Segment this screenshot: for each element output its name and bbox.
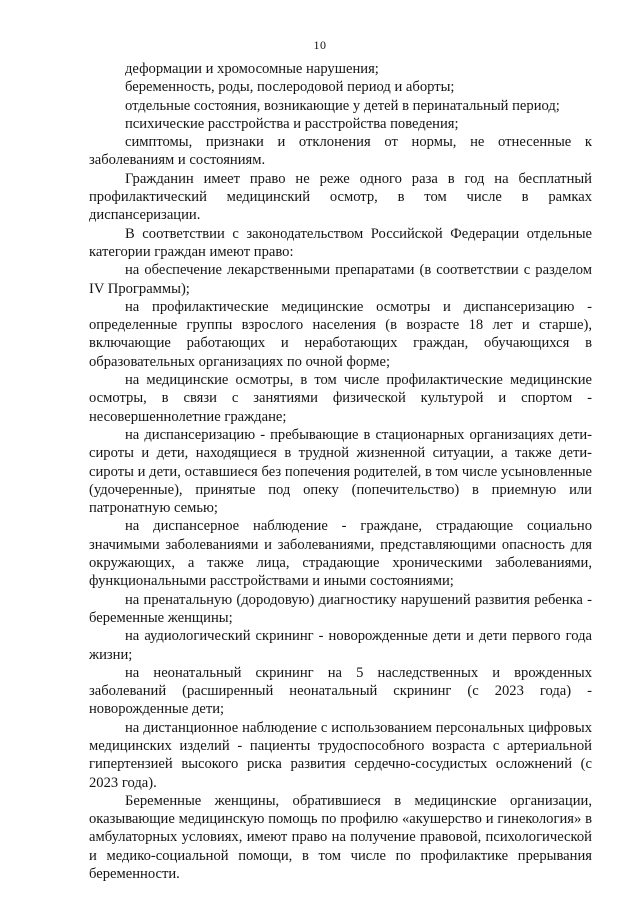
paragraph: беременность, роды, послеродовой период и аборты; [125, 79, 455, 96]
document-body [89, 60, 592, 883]
paragraph: на аудиологический скрининг - новорожденные дети и дети первого года жизни; [89, 628, 592, 663]
paragraph: деформации и хромосомные нарушения; [125, 61, 379, 77]
paragraph: на диспансеризацию - пребывающие в стационарных организациях дети-сироты и дети, находящиеся в трудной жизненной ситуации, а также дети-сироты и дети, оставшиеся без попечения родителей, в том числе усыновленные (удочеренные), принятые под опеку (попечительство) в приемную или патронатную семью; [89, 426, 592, 517]
paragraph: на пренатальную (дородовую) диагностику нарушений развития ребенка - беременные женщины; [89, 591, 592, 626]
paragraph: отдельные состояния, возникающие у детей в перинатальный период; [125, 97, 560, 114]
paragraph: на профилактические медицинские осмотры и диспансеризацию - определенные группы взрослого населения (в возрасте 18 лет и старше), включающие работающих и неработающих граждан, обучающихся в образовательных организациях по очной форме; [89, 298, 592, 370]
paragraph: симптомы, признаки и отклонения от нормы, не отнесенные к заболеваниям и состояниям. [89, 134, 592, 169]
paragraph: на неонатальный скрининг на 5 наследственных и врожденных заболеваний (расширенный неонатальный скрининг (с 2023 года) - новорожденные дети; [89, 664, 592, 718]
paragraph: на медицинские осмотры, в том числе профилактические медицинские осмотры, в связи с занятиями физической культурой и спортом - несовершеннолетние граждане; [89, 372, 592, 425]
paragraph: психические расстройства и расстройства поведения; [125, 115, 459, 132]
paragraph: на обеспечение лекарственными препаратами (в соответствии с разделом IV Программы); [89, 262, 592, 297]
paragraph: Беременные женщины, обратившиеся в медицинские организации, оказывающие медицинскую помощь по профилю «акушерство и гинекология» в амбулаторных условиях, имеют право на получение правовой, психологической и медико-социальной помощи, в том числе по профилактике прерывания беременности. [89, 792, 592, 883]
page-number: 10 [313, 38, 327, 52]
paragraph: на дистанционное наблюдение с использованием персональных цифровых медицинских изделий - пациенты трудоспособного возраста с артериальной гипертензией высокого риска развития сердечно-сосудистых осложнений (с 2023 года). [89, 719, 592, 791]
paragraph: на диспансерное наблюдение - граждане, страдающие социально значимыми заболеваниями и заболеваниями, представляющими опасность для окружающих, а также лица, страдающие хроническими заболеваниями, функциональными расстройствами и иными состояниями; [89, 518, 592, 590]
paragraph: Гражданин имеет право не реже одного раза в год на бесплатный профилактический медицинский осмотр, в том числе в рамках диспансеризации. [89, 170, 592, 224]
paragraph: В соответствии с законодательством Российской Федерации отдельные категории граждан имеют право: [89, 225, 592, 260]
